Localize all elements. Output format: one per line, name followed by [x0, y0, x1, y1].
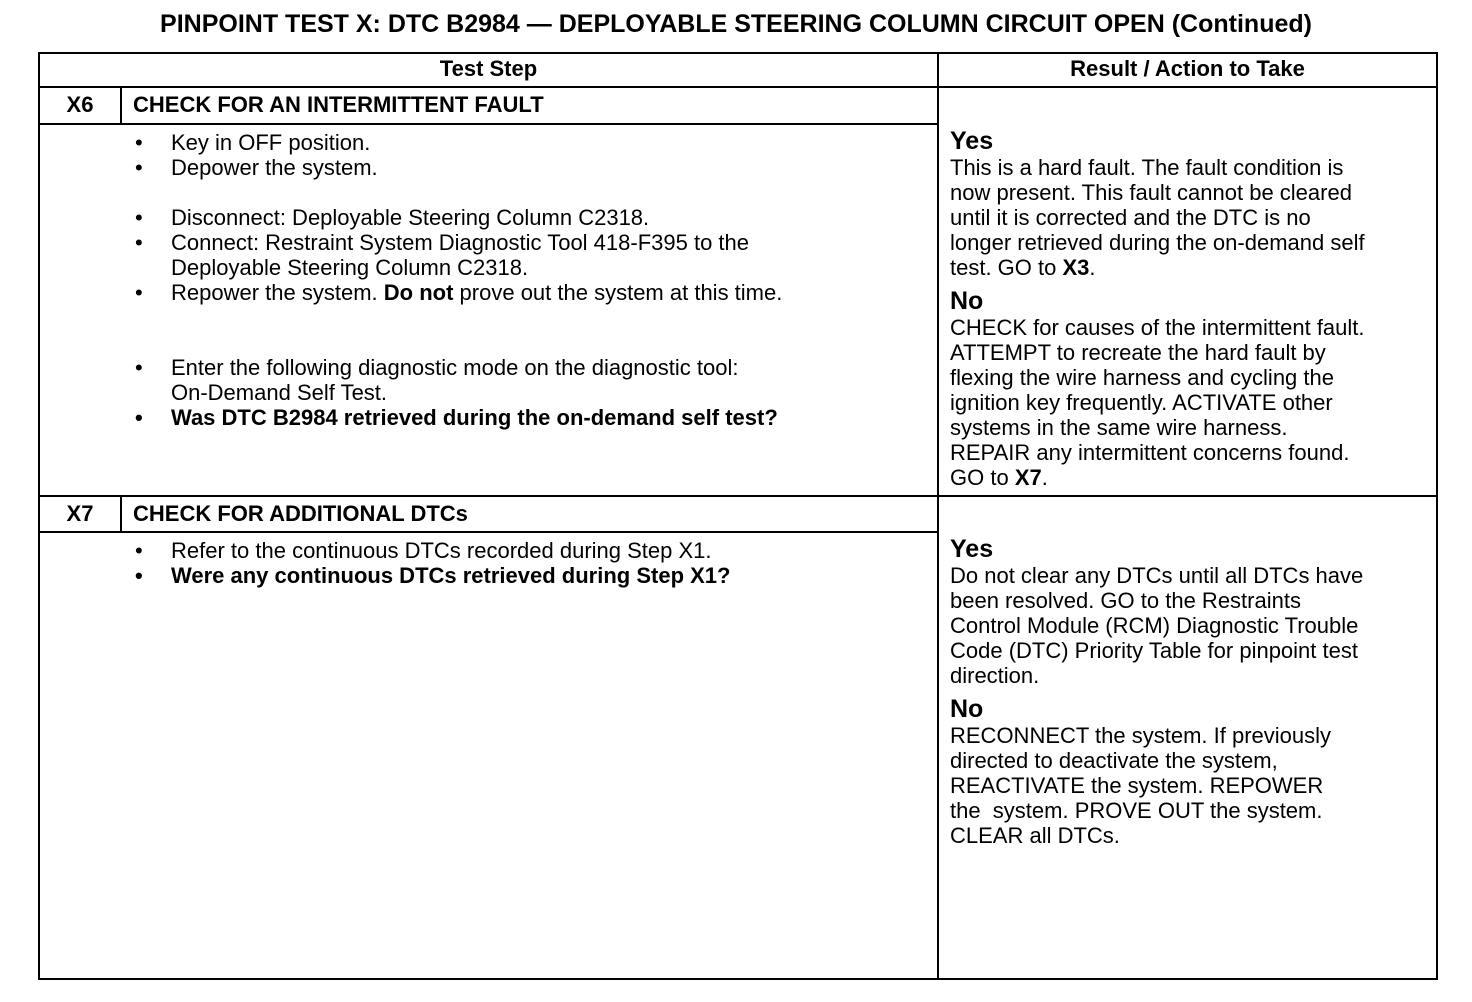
list-item: • Was DTC B2984 retrieved during the on-demand self test? — [133, 405, 782, 430]
x6-title-divider — [38, 123, 938, 125]
header-result-action: Result / Action to Take — [1070, 56, 1305, 81]
yes-heading: Yes — [950, 127, 994, 155]
no-heading: No — [950, 695, 984, 723]
page-title: PINPOINT TEST X: DTC B2984 — DEPLOYABLE STEERING COLUMN CIRCUIT OPEN (Continued) — [160, 10, 1312, 38]
header-test-step: Test Step — [439, 56, 538, 81]
x7-result: Yes Do not clear any DTCs until all DTCs have been resolved. GO to the Restraints Control Module (RCM) Diagnostic Trouble Code (DTC) Priority Table for pinpoint test direction. No RECONNECT the system. If previously directed to deactivate the system, REACTIVATE the system. REPOWER the system. PROVE OUT the system. CLEAR all DTCs. — [950, 535, 1364, 848]
step-id-x7: X7 — [66, 501, 94, 526]
list-item: • Key in OFF position. — [133, 130, 782, 155]
step-title-x7: CHECK FOR ADDITIONAL DTCs — [133, 501, 468, 526]
x7-title-divider — [38, 531, 938, 533]
x6-x7-divider — [38, 495, 1438, 497]
list-item: • Disconnect: Deployable Steering Column C2318. — [133, 205, 782, 230]
yes-heading: Yes — [950, 535, 994, 563]
goto-x7-link[interactable]: X7 — [1014, 465, 1042, 490]
goto-x3-link[interactable]: X3 — [1062, 255, 1090, 280]
x6-step-list — [133, 130, 782, 430]
list-item: • Connect: Restraint System Diagnostic Tool 418-F395 to the Deployable Steering Column C2318. — [133, 230, 782, 280]
no-heading: No — [950, 287, 984, 315]
column-divider — [937, 52, 939, 980]
list-item: • Repower the system. Do not prove out the system at this time. — [133, 280, 782, 305]
list-item: • Depower the system. — [133, 155, 782, 180]
x6-result: Yes This is a hard fault. The fault condition is now present. This fault cannot be cleared until it is corrected and the DTC is no longer retrieved during the on-demand self test. GO to X3. No CHECK for causes of the intermittent fault. ATTEMPT to recreate the hard fault by flexing the wire harness and cycling the ignition key frequently. ACTIVATE other systems in the same wire harness. REPAIR any intermittent concerns found. GO to X7. — [950, 127, 1365, 490]
list-item: • Were any continuous DTCs retrieved during Step X1? — [133, 563, 730, 588]
list-item: • Enter the following diagnostic mode on the diagnostic tool: On-Demand Self Test. — [133, 355, 782, 405]
x7-step-list — [133, 538, 730, 588]
header-divider — [38, 86, 1438, 88]
list-item: • Refer to the continuous DTCs recorded during Step X1. — [133, 538, 730, 563]
step-title-x6: CHECK FOR AN INTERMITTENT FAULT — [133, 92, 544, 117]
step-id-x6: X6 — [66, 92, 94, 117]
